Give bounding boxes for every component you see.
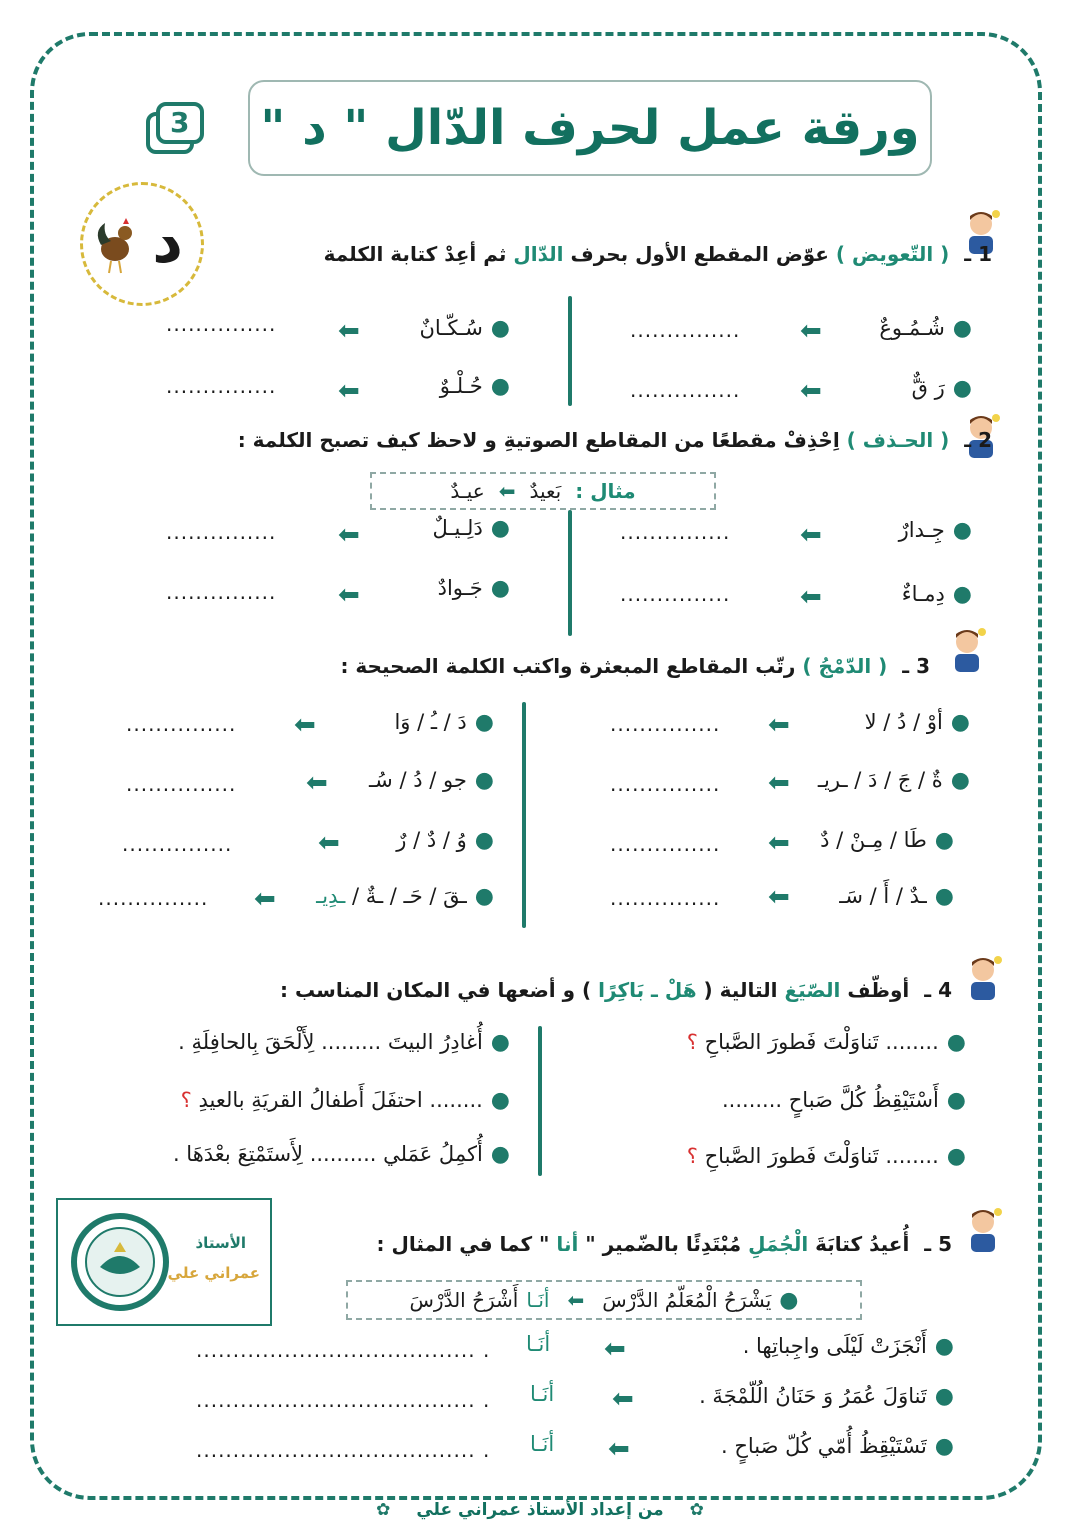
answer-blank[interactable]: ...................................... .	[196, 1338, 491, 1362]
arrow-left-icon: ⬅	[800, 520, 822, 550]
list-item: ●أُغادِرُ البيتَ ......... لِأَلْحَقَ بِالحافِلَةِ .	[178, 1030, 510, 1055]
arrow-left-icon: ⬅	[768, 882, 790, 912]
answer-blank[interactable]: ...................................... .	[196, 1388, 491, 1412]
answer-blank[interactable]: ...............	[630, 318, 741, 342]
answer-blank[interactable]: ...................................... .	[196, 1438, 491, 1462]
seal-icon: ✿	[689, 1500, 704, 1520]
question-4-heading: 4 ـ أوظّف الصّيَغ التالية ( هَلْ ـ بَاكِرًا ) و أضعها في المكان المناسب :	[280, 978, 952, 1002]
list-item: ●........ احتفَلَ أَطفالُ القريَةِ بالعيدِ ؟	[180, 1088, 510, 1113]
list-item: ●ـقَ / حَـ / ـةٌ / ـدِيـ	[316, 884, 494, 909]
arrow-left-icon: ⬅	[318, 828, 340, 858]
arrow-left-icon: ⬅	[800, 582, 822, 612]
arrow-left-icon: ⬅	[768, 828, 790, 858]
list-item: ●جو / دُ / سُـ	[369, 768, 494, 793]
answer-blank[interactable]: ...............	[98, 886, 209, 910]
list-item: ●........ تَناوَلْتَ فَطورَ الصَّباحِ ؟	[686, 1144, 966, 1169]
list-item: ●جِـدارٌ	[898, 518, 972, 543]
column-divider	[568, 296, 572, 406]
answer-blank[interactable]: ...............	[610, 712, 721, 736]
arrow-left-icon: ⬅	[567, 1288, 585, 1312]
list-item: ●ةٌ / جَ / دَ / ـريـ	[817, 768, 970, 793]
logo-line-2: عمراني علي	[167, 1264, 260, 1282]
answer-blank[interactable]: ...............	[166, 520, 277, 544]
list-item: ●جَـوادٌ	[437, 576, 510, 601]
list-item: ●حُـلْـوٌ	[439, 374, 510, 399]
question-2-heading: 2 ـ ( الحـذف ) اِحْذِفْ مقطعًا من المقاطع الصوتيةِ و لاحظ كيف تصبح الكلمة :	[237, 428, 992, 452]
list-item: ●دِمـاءٌ	[901, 582, 972, 607]
list-item: ●أَسْتَيْقِظُ كُلَّ صَباحٍ .........	[722, 1088, 966, 1113]
answer-blank[interactable]: ...............	[630, 378, 741, 402]
list-item: ●طَا / مِـنْ / دٌ	[820, 828, 954, 853]
list-item: ●وُ / دٌ / رٌ	[396, 828, 494, 853]
example-box: مثال : بَعيدٌ ⬅ عيـدٌ	[370, 472, 716, 510]
answer-blank[interactable]: ...............	[126, 712, 237, 736]
arrow-left-icon: ⬅	[800, 376, 822, 406]
answer-blank[interactable]: ...............	[122, 832, 233, 856]
arrow-left-icon: ⬅	[338, 520, 360, 550]
answer-blank[interactable]: ...............	[610, 832, 721, 856]
arrow-left-icon: ⬅	[612, 1384, 634, 1414]
rooster-icon	[91, 215, 141, 275]
number-badge	[140, 100, 206, 156]
column-divider	[522, 702, 526, 928]
column-divider	[568, 510, 572, 636]
list-item: ●أوْ / دُ / لا	[864, 710, 970, 735]
list-item: ●شُـمُـوعٌ	[879, 316, 972, 341]
list-item: ●أَنْجَزَتْ لَيْلَى واجِباتِها .	[742, 1334, 954, 1359]
list-item: ●رَ قٌّ	[911, 376, 972, 401]
list-item: ●أُكمِلُ عَمَلي .......... لِأَستَمْتِعَ بعْدَهَا .	[172, 1142, 510, 1167]
list-item: ●........ تَناوَلْتَ فَطورَ الصَّباحِ ؟	[686, 1030, 966, 1055]
answer-blank[interactable]: ...............	[610, 772, 721, 796]
column-divider	[538, 1026, 542, 1176]
student-icon	[946, 626, 988, 674]
list-item: ●تَناوَلَ عُمَرُ وَ حَنَانُ الُلّمْجَةَ .	[699, 1384, 954, 1409]
arrow-left-icon: ⬅	[608, 1434, 630, 1464]
arrow-left-icon: ⬅	[604, 1334, 626, 1364]
answer-blank[interactable]: ...............	[166, 580, 277, 604]
answer-blank[interactable]: ...............	[620, 520, 731, 544]
answer-blank[interactable]: ...............	[166, 374, 277, 398]
student-icon	[962, 1206, 1004, 1254]
arrow-left-icon: ⬅	[768, 710, 790, 740]
question-5-heading: 5 ـ أُعيدُ كتابَةَ الْجُمَلِ مُبْتَدِئًا بالضّمير " أنا " كما في المثال :	[376, 1232, 952, 1256]
arrow-left-icon: ⬅	[254, 884, 276, 914]
letter-illustration	[80, 182, 204, 306]
pronoun-label: أنَـا	[526, 1332, 551, 1356]
list-item: ●دَلِـيـلٌ	[432, 516, 510, 541]
question-1-heading: 1 ـ ( التّعويض ) عوّض المقطع الأول بحرف الدّال ثم أعِدْ كتابة الكلمة	[323, 242, 992, 266]
footer-credit: ✿ من إعداد الأستاذ عمراني علي ✿	[376, 1500, 704, 1520]
arrow-left-icon: ⬅	[294, 710, 316, 740]
example-box: ● يَشْرَحُ الْمُعَلّمُ الدَّرْسَ ⬅ أنَـا أَشْرَحُ الدَّرْسَ	[346, 1280, 862, 1320]
pronoun-label: أنَـا	[530, 1382, 555, 1406]
arrow-left-icon: ⬅	[306, 768, 328, 798]
logo-line-1: الأستاذ	[195, 1234, 246, 1252]
arrow-left-icon: ⬅	[338, 316, 360, 346]
pronoun-label: أنَـا	[530, 1432, 555, 1456]
student-icon	[962, 954, 1004, 1002]
list-item: ●دَ / ـُ / وَا	[394, 710, 494, 735]
arrow-left-icon: ⬅	[498, 479, 516, 503]
page-title: ورقة عمل لحرف الدّال " د "	[260, 100, 920, 156]
seal-icon	[70, 1212, 170, 1312]
list-item: ●سُـكّـانٌ	[419, 316, 510, 341]
answer-blank[interactable]: ...............	[126, 772, 237, 796]
list-item: ●تَسْتَيْقِظُ أُمّي كُلّ صَباحٍ .	[721, 1434, 954, 1459]
arrow-left-icon: ⬅	[800, 316, 822, 346]
answer-blank[interactable]: ...............	[166, 312, 277, 336]
arrow-left-icon: ⬅	[338, 376, 360, 406]
answer-blank[interactable]: ...............	[610, 886, 721, 910]
badge-number: 3	[170, 106, 190, 139]
author-logo	[56, 1198, 272, 1326]
title-box	[248, 80, 932, 176]
question-3-heading: 3 ـ ( الدّمْجُ ) رتّب المقاطع المبعثرة واكتب الكلمة الصحيحة :	[340, 654, 930, 678]
list-item: ●ـدٌ / أَ / سَـ	[839, 884, 954, 909]
answer-blank[interactable]: ...............	[620, 582, 731, 606]
big-letter: د	[152, 207, 183, 277]
seal-icon: ✿	[376, 1500, 391, 1520]
arrow-left-icon: ⬅	[338, 580, 360, 610]
arrow-left-icon: ⬅	[768, 768, 790, 798]
